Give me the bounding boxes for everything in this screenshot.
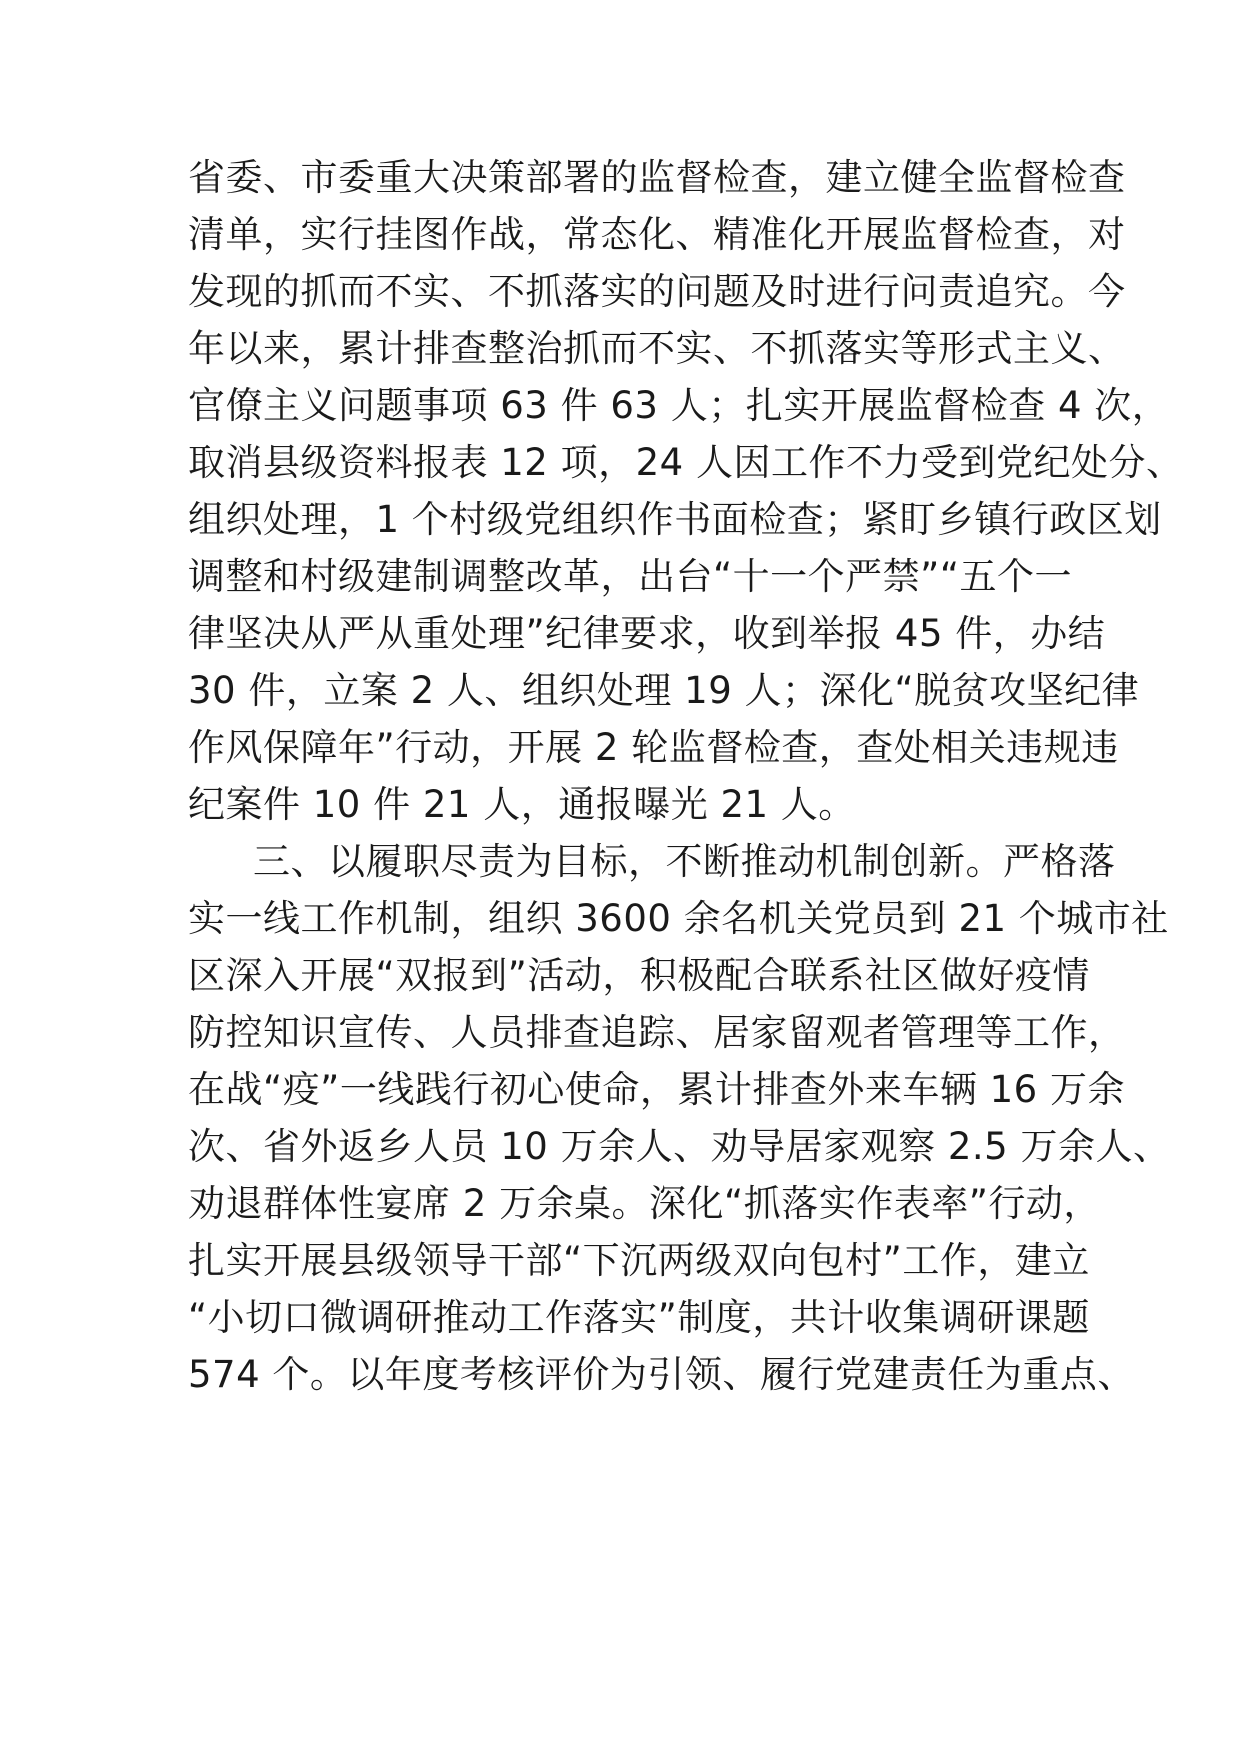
text-line: 在战“疫”一线践行初心使命，累计排查外来车辆 16 万余 [188,1068,1125,1111]
text-line: 防控知识宣传、人员排查追踪、居家留观者管理等工作， [188,1011,1126,1054]
text-line: 纪案件 10 件 21 人，通报曝光 21 人。 [188,783,856,826]
text-line: 年以来，累计排查整治抓而不实、不抓落实等形式主义、 [188,327,1126,370]
text-line: 区深入开展“双报到”活动，积极配合联系社区做好疫情 [188,954,1090,997]
text-line: 次、省外返乡人员 10 万余人、劝导居家观察 2.5 万余人、 [188,1125,1171,1168]
text-line: 574 个。以年度考核评价为引领、履行党建责任为重点、 [188,1353,1135,1396]
text-line: 发现的抓而不实、不抓落实的问题及时进行问责追究。今 [188,270,1126,313]
text-line: 组织处理，1 个村级党组织作书面检查；紧盯乡镇行政区划 [188,498,1162,541]
text-line: 扎实开展县级领导干部“下沉两级双向包村”工作，建立 [188,1239,1090,1282]
text-line: 官僚主义问题事项 63 件 63 人；扎实开展监督检查 4 次， [188,384,1170,427]
text-line: 律坚决从严从重处理”纪律要求，收到举报 45 件，办结 [188,612,1106,655]
text-line: 作风保障年”行动，开展 2 轮监督检查，查处相关违规违 [188,726,1119,769]
text-line: 劝退群体性宴席 2 万余桌。深化“抓落实作表率”行动， [188,1182,1101,1225]
text-line: 实一线工作机制，组织 3600 余名机关党员到 21 个城市社 [188,897,1169,940]
text-line: 30 件，立案 2 人、组织处理 19 人；深化“脱贫攻坚纪律 [188,669,1140,712]
text-line: 省委、市委重大决策部署的监督检查，建立健全监督检查 [188,156,1126,199]
section-heading-line: 三、以履职尽责为目标，不断推动机制创新。严格落 [253,840,1116,883]
text-line: “小切口微调研推动工作落实”制度，共计收集调研课题 [188,1296,1090,1339]
text-line: 清单，实行挂图作战，常态化、精准化开展监督检查，对 [188,213,1126,256]
text-line: 调整和村级建制调整改革，出台“十一个严禁”“五个一 [188,555,1073,598]
text-line: 取消县级资料报表 12 项，24 人因工作不力受到党纪处分、 [188,441,1184,484]
